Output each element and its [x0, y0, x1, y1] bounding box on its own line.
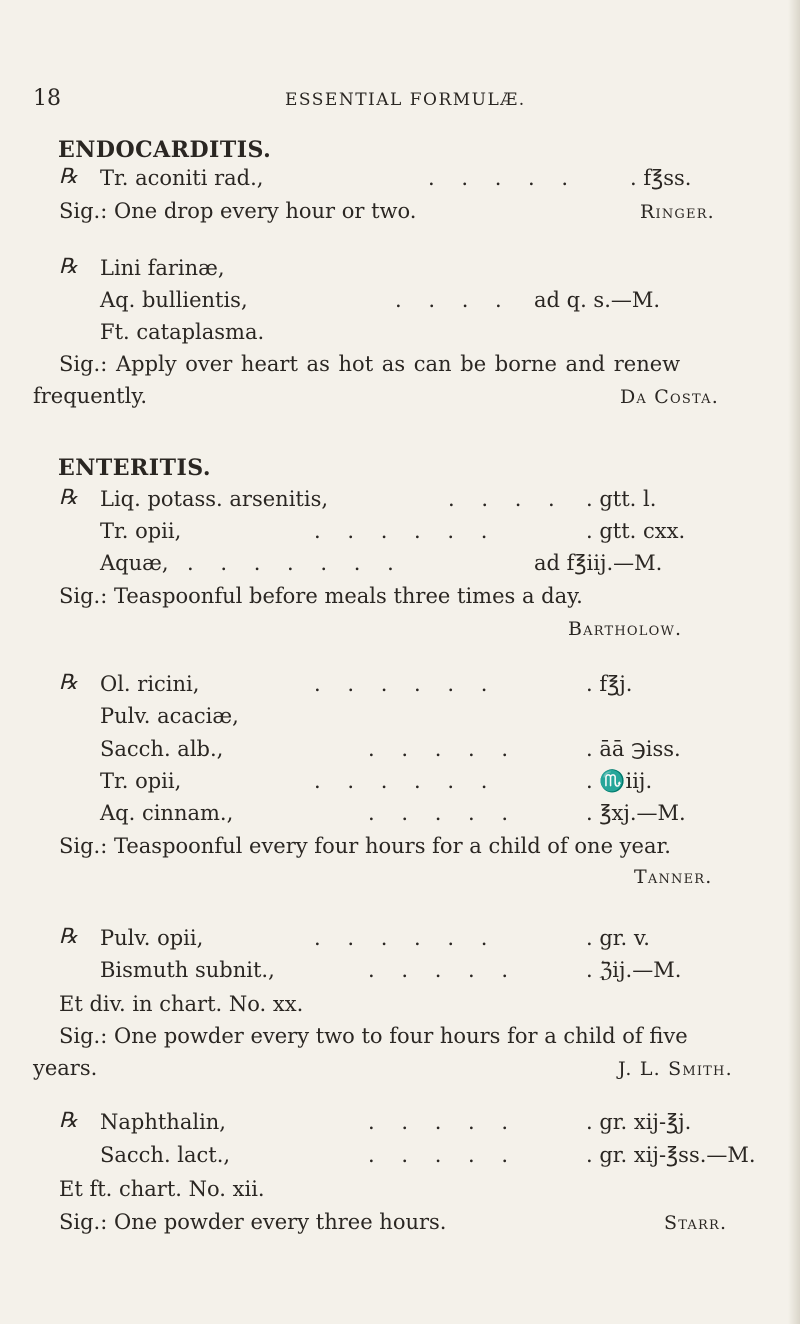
author: Da Costa. — [620, 386, 719, 408]
ingredient-amount: ad q. s.—M. — [534, 288, 661, 312]
author: Starr. — [664, 1212, 728, 1234]
ingredient-name: Pulv. opii, — [100, 926, 204, 950]
signa: Sig.: Teaspoonful before meals three times a day. — [59, 584, 583, 608]
rx-icon: ℞ — [59, 254, 78, 278]
ingredient-name: Liq. potass. arsenitis, — [100, 487, 329, 511]
page-edge-shadow — [788, 0, 800, 1324]
ingredient-amount: . āā ℈iss. — [586, 737, 681, 761]
ingredient-name: Sacch. alb., — [100, 737, 224, 761]
ingredient-amount: . ℨij.—M. — [586, 958, 682, 982]
ingredient-amount: . ℥xj.—M. — [586, 801, 686, 825]
ingredient-amount: . ♏iij. — [586, 769, 653, 793]
signa-continued: years. — [33, 1056, 98, 1080]
rx-icon: ℞ — [59, 1108, 78, 1132]
leader-dots: . . . . . . — [314, 926, 498, 950]
page-number: 18 — [33, 86, 61, 111]
ingredient-name: Naphthalin, — [100, 1110, 226, 1134]
section-title-enteritis: ENTERITIS. — [58, 455, 212, 481]
rx-icon: ℞ — [59, 924, 78, 948]
ingredient-amount: . gtt. cxx. — [586, 519, 686, 543]
ingredient-name: Tr. opii, — [100, 519, 182, 543]
leader-dots: . . . . . — [368, 958, 519, 982]
running-head: ESSENTIAL FORMULÆ. — [285, 90, 526, 110]
instruction: Et div. in chart. No. xx. — [59, 992, 304, 1016]
instruction: Et ft. chart. No. xii. — [59, 1177, 265, 1201]
author: Ringer. — [640, 201, 715, 223]
leader-dots: . . . . . . — [314, 672, 498, 696]
ingredient-name: Ol. ricini, — [100, 672, 200, 696]
signa: Sig.: Apply over heart as hot as can be borne and renew — [59, 352, 681, 376]
ingredient-amount: . f℥j. — [586, 672, 633, 696]
ingredient-name: Lini farinæ, — [100, 256, 225, 280]
ingredient-amount: . f℥ss. — [630, 166, 692, 190]
leader-dots: . . . . . . — [314, 519, 498, 543]
ingredient-name: Aquæ, — [100, 551, 169, 575]
ingredient-name: Pulv. acaciæ, — [100, 704, 239, 728]
leader-dots: . . . . — [448, 487, 565, 511]
ingredient-name: Bismuth subnit., — [100, 958, 275, 982]
leader-dots: . . . . . — [368, 801, 519, 825]
leader-dots: . . . . . — [368, 1110, 519, 1134]
ingredient-amount: . gr. xij-℥j. — [586, 1110, 692, 1134]
ingredient-amount: . gr. xij-℥ss.—M. — [586, 1143, 756, 1167]
ingredient-name: Aq. bullientis, — [100, 288, 248, 312]
leader-dots: . . . . . . . — [187, 551, 404, 575]
signa-continued: frequently. — [33, 384, 148, 408]
rx-icon: ℞ — [59, 670, 78, 694]
author: Tanner. — [634, 866, 713, 888]
ingredient-amount: . gr. v. — [586, 926, 650, 950]
author: Bartholow. — [568, 618, 683, 640]
section-title-endocarditis: ENDOCARDITIS. — [58, 137, 272, 163]
signa: Sig.: One drop every hour or two. — [59, 199, 417, 223]
ingredient-name: Aq. cinnam., — [100, 801, 234, 825]
leader-dots: . . . . . . — [314, 769, 498, 793]
leader-dots: . . . . . — [368, 1143, 519, 1167]
ingredient-amount: . gtt. l. — [586, 487, 657, 511]
author: J. L. Smith. — [618, 1058, 733, 1080]
ingredient-name: Ft. cataplasma. — [100, 320, 265, 344]
rx-icon: ℞ — [59, 164, 78, 188]
leader-dots: . . . . . — [428, 166, 579, 190]
ingredient-name: Tr. opii, — [100, 769, 182, 793]
leader-dots: . . . . . — [368, 737, 519, 761]
leader-dots: . . . . — [395, 288, 512, 312]
signa: Sig.: Teaspoonful every four hours for a child of one year. — [59, 834, 671, 858]
ingredient-name: Tr. aconiti rad., — [100, 166, 264, 190]
signa: Sig.: One powder every three hours. — [59, 1210, 447, 1234]
rx-icon: ℞ — [59, 485, 78, 509]
signa: Sig.: One powder every two to four hours for a child of five — [59, 1024, 688, 1048]
ingredient-amount: ad f℥iij.—M. — [534, 551, 663, 575]
ingredient-name: Sacch. lact., — [100, 1143, 231, 1167]
